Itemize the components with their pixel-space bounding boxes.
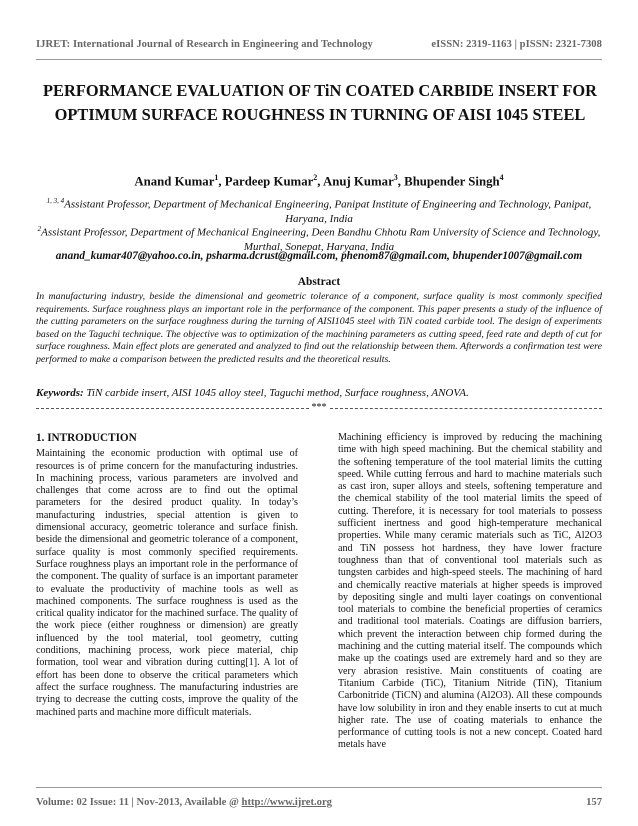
author-sup: 1	[214, 173, 219, 182]
journal-link[interactable]: http://www.ijret.org	[241, 797, 332, 808]
author-emails: anand_kumar407@yahoo.co.in, psharma.dcrust@gmail.com, phenom87@gmail.com, bhupender1007@gmail.com	[55, 250, 583, 262]
section-heading: 1. INTRODUCTION	[36, 432, 137, 444]
left-column	[36, 432, 298, 719]
author-separator: ,	[317, 174, 323, 189]
affiliation	[36, 194, 602, 226]
page-number: 157	[586, 797, 602, 808]
affiliation-text: Assistant Professor, Department of Mechanical Engineering, Panipat Institute of Engineering and Technology, Panipat, Haryana, India	[64, 198, 592, 225]
right-column	[338, 432, 602, 752]
separator-dash	[36, 408, 309, 409]
journal-name: IJRET: International Journal of Research in Engineering and Technology	[36, 39, 373, 50]
keywords-label: Keywords:	[36, 387, 84, 399]
affiliation-sup: 1, 3, 4	[46, 197, 65, 205]
running-footer	[36, 797, 602, 808]
separator-stars: ***	[311, 402, 327, 413]
author-name: Pardeep Kumar	[224, 174, 314, 189]
keywords-text: TiN carbide insert, AISI 1045 alloy steel, Taguchi method, Surface roughness, ANOVA.	[86, 387, 469, 399]
header-rule	[36, 59, 602, 60]
paper-title: PERFORMANCE EVALUATION OF TiN COATED CARBIDE INSERT FOR OPTIMUM SURFACE ROUGHNESS IN TURNING OF AISI 1045 STEEL	[43, 81, 597, 124]
affiliation-sup: 2	[37, 225, 42, 233]
section-separator	[36, 402, 602, 414]
author-sup: 3	[393, 173, 398, 182]
abstract-heading: Abstract	[297, 276, 341, 288]
author-separator: ,	[218, 174, 225, 189]
footer-info	[36, 797, 332, 808]
intro-paragraph-right: Machining efficiency is improved by reducing the machining time with high speed machining. But the chemical stability and the softening temperature of the tool material limits the cutting speed. While cutting ferrous and hard to machine materials such as cast iron, super alloys and steels, softening temperature and the chemical stability of the tool material limits the speed of cutting. Therefore, it is necessary for tool materials to possess sufficient inertness and good high-temperature mechanical properties. While many ceramic materials such as TiC, Al2O3 and TiN possess hot hardness, they have lower fracture toughness than that of conventional tool materials such as tungsten carbides and high-speed steels. The machining of hard and chemically reactive materials at higher speeds is improved by depositing single and multi layer coatings on conventional tool materials to combine the beneficial properties of ceramics and traditional tool materials. Coatings are diffusion barriers, which prevent the interaction between chip formed during the machining and the cutting material itself. The compounds which make up the coatings used are extremely hard and so they are very abrasion resistive. Main constituents of coating are Titanium Carbide (TiC), Titanium Nitride (TiN), Titanium Carbonitride (TiCN) and alumina (Al2O3). All these compounds have low solubility in iron and they enable inserts to cut at much higher rate. The use of coating materials to enhance the performance of cutting tools is not a new concept. Coated hard metals have	[338, 432, 602, 751]
running-header	[36, 39, 602, 50]
author-sup: 2	[313, 173, 318, 182]
affiliation	[36, 222, 602, 254]
affiliation-text: Assistant Professor, Department of Mechanical Engineering, Deen Bandhu Chhotu Ram University of Science and Technology, Murthal, Sonepat, Haryana, India	[41, 226, 601, 253]
footer-rule	[36, 787, 602, 788]
journal-issn: eISSN: 2319-1163 | pISSN: 2321-7308	[431, 39, 602, 50]
author-list	[36, 173, 602, 189]
separator-dash	[330, 408, 603, 409]
author-name: Bhupender Singh	[404, 174, 500, 189]
intro-paragraph-left: Maintaining the economic production with optimal use of resources is of prime concern for the manufacturing industries. In machining process, various parameters are involved and challenges that come across are to find out the optimal parameters for the desired product quality. In today’s manufacturing industries, special attention is given to dimensional accuracy, geometric tolerance and surface finish. beside the dimensional and geometric tolerance of a component, surface quality is most commonly specified requirements. Surface roughness plays an important role in the performance of the component. The quality of surface is an important parameter to evaluate the productivity of machine tools as well as machined components. The surface roughness is used as the critical quality indicator for the machined surface. The quality of the work piece (either roughness or dimension) are greatly influenced by the tool material, tool geometry, cutting conditions, machining process, work piece material, chip formation, tool wear and vibration during cutting[1]. A lot of effort has been done to observe the critical parameters which affect the surface roughness. The manufacturing industries are trying to decrease the cutting costs, improve the quality of the machined parts and machine more difficult materials.	[36, 448, 298, 718]
author-sup: 4	[499, 173, 504, 182]
author-name: Anand Kumar	[134, 174, 215, 189]
author-separator: ,	[397, 174, 405, 189]
author-name: Anuj Kumar	[323, 174, 394, 189]
keywords	[36, 386, 602, 400]
abstract-text: In manufacturing industry, beside the dimensional and geometric tolerance of a component, surface quality is most commonly specified requirements. Surface roughness plays an important role in the performance of the component. This paper presents a study of the influence of the cutting parameters on the surface roughness during the turning of AISI1045 steel with TiN coated carbide tool. The design of experiments based on the Taguchi technique. The objective was to optimization of the machining parameters as cutting speed, feed rate and depth of cut for surface roughness. Main effect plots are generated and analyzed to find out the relationship between them. Afterwords a confirmation test were performed to make a comparison between the predicted results and the theoretical results.	[36, 291, 602, 365]
footer-volume: Volume: 02 Issue: 11 | Nov-2013, Available @	[36, 797, 242, 808]
